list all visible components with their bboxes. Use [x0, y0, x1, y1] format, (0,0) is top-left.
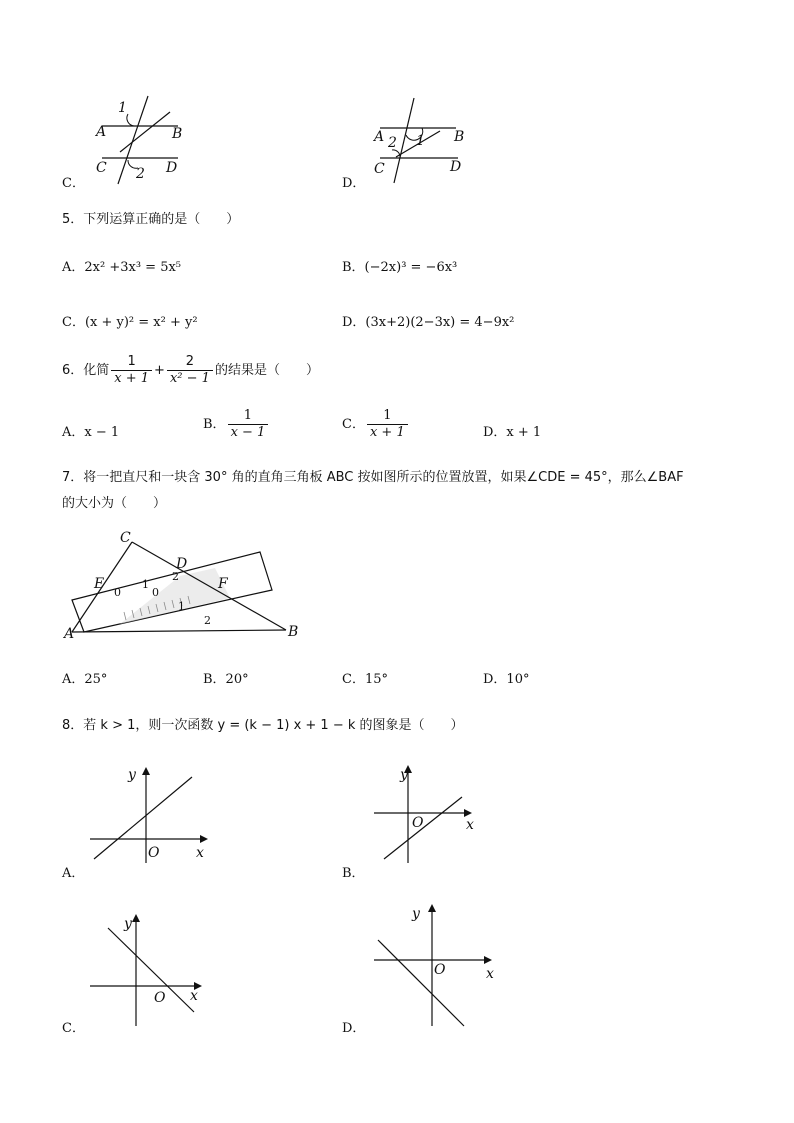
q7-option-b: B．20°: [203, 672, 249, 687]
q8-option-b-label: B．: [342, 866, 365, 881]
q8-option-a-label: A．: [62, 866, 85, 881]
q4-figure-d: [370, 95, 480, 187]
q6-option-d: D．x + 1: [483, 425, 542, 440]
q6-option-b-fraction: [228, 408, 269, 441]
origin-label: O: [412, 815, 424, 831]
q7-option-c: C．15°: [342, 672, 388, 687]
q7-ruler-label-0a: 0: [114, 586, 121, 599]
q8-graph-d: [372, 902, 502, 1028]
q7-label-a: A: [64, 626, 75, 642]
origin-label: O: [154, 990, 166, 1006]
fig-c-label-d: D: [166, 160, 178, 176]
axis-label-y: y: [400, 767, 408, 783]
q6-option-b: [203, 408, 270, 441]
angle-1-arc: [127, 114, 134, 126]
q6-option-b-denominator: x − 1: [230, 425, 266, 440]
triangle-side-ab: [72, 630, 286, 632]
q6-frac2-denominator: x² − 1: [169, 371, 210, 386]
axis-label-x: x: [196, 845, 204, 861]
axis-label-x: x: [190, 988, 198, 1004]
q7-angle-label-2b: 2: [204, 614, 211, 627]
fig-c-label-1: 1: [118, 100, 127, 116]
axis-label-y: y: [128, 767, 136, 783]
q7-stem-line-2: 的大小为（ ）: [62, 496, 167, 511]
q8-graph-a: [88, 765, 218, 865]
q7-angle-label-2a: 2: [172, 570, 179, 583]
q7-figure: [60, 528, 320, 643]
q6-option-a: A．x − 1: [62, 425, 120, 440]
q5-option-c: C．(x + y)² = x² + y²: [62, 315, 198, 330]
q7-label-e: E: [94, 576, 105, 592]
fig-c-label-c: C: [96, 160, 107, 176]
q6-prefix: 6．化简: [62, 363, 110, 378]
x-axis-arrow: [484, 956, 492, 964]
q5-option-d: D．(3x+2)(2−3x) = 4−9x²: [342, 315, 515, 330]
q6-frac1-denominator: x + 1: [114, 371, 150, 386]
q6-option-b-label: B．: [203, 417, 226, 432]
q7-label-b: B: [288, 624, 299, 640]
fig-c-label-a: A: [96, 124, 107, 140]
q7-label-f: F: [218, 576, 228, 592]
q7-label-c: C: [120, 530, 131, 546]
axis-label-x: x: [466, 817, 474, 833]
q8-graph-b: [372, 763, 482, 865]
q6-suffix: 的结果是（ ）: [214, 363, 319, 378]
q6-fraction-2: [167, 354, 213, 387]
fig-d-label-c: C: [374, 161, 385, 177]
y-axis-arrow: [132, 914, 140, 922]
q6-plus: +: [154, 363, 165, 378]
q8-option-c-label: C．: [62, 1021, 85, 1036]
origin-label: O: [148, 845, 160, 861]
q6-option-c-fraction: [367, 408, 408, 441]
fig-d-label-2: 2: [388, 135, 397, 151]
origin-label: O: [434, 962, 446, 978]
q6-frac2-numerator: 2: [167, 354, 213, 371]
slant-line: [120, 112, 170, 152]
y-axis-arrow: [142, 767, 150, 775]
x-axis-arrow: [200, 835, 208, 843]
q6-stem: [62, 354, 319, 387]
graph-line: [94, 777, 192, 859]
axis-label-y: y: [412, 906, 420, 922]
transversal: [394, 98, 414, 183]
q5-option-b: B．(−2x)³ = −6x³: [342, 260, 458, 275]
q7-angle-label-1b: 1: [178, 600, 185, 613]
q6-option-c-label: C．: [342, 417, 365, 432]
fig-d-label-d: D: [450, 159, 462, 175]
fig-c-label-b: B: [172, 126, 183, 142]
q7-option-d: D．10°: [483, 672, 530, 687]
graph-line: [108, 928, 194, 1012]
q5-stem: 5．下列运算正确的是（ ）: [62, 212, 240, 227]
q6-fraction-1: [111, 354, 152, 387]
fig-c-label-2: 2: [136, 166, 145, 182]
q8-stem: 8．若 k > 1，则一次函数 y = (k − 1) x + 1 − k 的图象是（ ）: [62, 718, 464, 733]
q4-option-d-label: D．: [342, 176, 366, 191]
q6-option-c-numerator: 1: [367, 408, 408, 425]
q7-ruler-label-1a: 1: [142, 578, 149, 591]
q7-stem-line-1: 7．将一把直尺和一块含 30° 角的直角三角板 ABC 按如图所示的位置放置，如果∠CDE = 45°，那么∠BAF: [62, 470, 684, 485]
q6-option-b-numerator: 1: [228, 408, 269, 425]
fig-d-label-1: 1: [416, 133, 425, 149]
q6-frac1-numerator: 1: [111, 354, 152, 371]
q8-option-d-label: D．: [342, 1021, 366, 1036]
q8-graph-c: [88, 912, 208, 1028]
q5-option-a: A．2x² +3x³ = 5x⁵: [62, 260, 182, 275]
fig-d-label-b: B: [454, 129, 465, 145]
q7-label-d: D: [176, 556, 188, 572]
graph-line: [378, 940, 464, 1026]
axis-label-x: x: [486, 966, 494, 982]
fig-d-label-a: A: [374, 129, 385, 145]
q4-option-c-label: C．: [62, 176, 85, 191]
q6-option-c-denominator: x + 1: [369, 425, 405, 440]
y-axis-arrow: [428, 904, 436, 912]
q7-ruler-label-0b: 0: [152, 586, 159, 599]
axis-label-y: y: [124, 916, 132, 932]
q6-option-c: [342, 408, 410, 441]
x-axis-arrow: [464, 809, 472, 817]
q4-figure-c: [90, 92, 200, 184]
q7-option-a: A．25°: [62, 672, 108, 687]
